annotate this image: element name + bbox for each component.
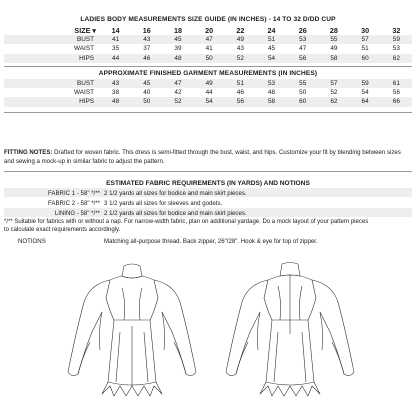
measurement-value: 53 (256, 79, 287, 88)
dress-front-sketch (62, 262, 202, 402)
measurement-value: 51 (256, 35, 287, 44)
measurement-label: BUST (4, 79, 100, 88)
finished-measurements-title: APPROXIMATE FINISHED GARMENT MEASUREMENTS (IN INCHES) (98, 70, 318, 77)
measurement-value: 52 (162, 97, 193, 106)
measurement-value: 46 (131, 54, 162, 63)
measurement-value: 43 (236, 45, 244, 53)
measurement-value: 56 (225, 97, 256, 106)
measurement-label: WAIST (74, 45, 94, 53)
measurement-label: HIPS (4, 97, 100, 106)
measurement-value: 45 (131, 79, 162, 88)
right-cape-sleeve (312, 280, 354, 376)
measurement-value: 44 (205, 89, 213, 97)
measurement-value: 54 (194, 97, 225, 106)
measurement-row (4, 35, 412, 44)
measurement-value: 40 (143, 89, 151, 97)
divider (4, 66, 412, 67)
size-header-cell: 20 (205, 26, 214, 36)
measurement-value: 57 (318, 79, 349, 88)
measurement-value: 42 (174, 89, 182, 97)
measurement-value: 51 (225, 79, 256, 88)
measurement-value: 54 (361, 89, 369, 97)
measurement-value: 57 (350, 35, 381, 44)
skirt-seam-lines (274, 332, 306, 382)
skirt-seam-lines (116, 326, 148, 386)
left-cape-sleeve (68, 280, 110, 376)
measurement-value: 47 (194, 35, 225, 44)
measurement-value: 61 (381, 79, 412, 88)
notions-text: Matching all-purpose thread. Back zipper, 26"/28". Hook & eye for top of zipper. (104, 238, 318, 245)
measurement-value: 49 (225, 35, 256, 44)
measurement-value: 47 (162, 79, 193, 88)
measurement-value: 58 (256, 97, 287, 106)
measurement-value: 44 (100, 54, 131, 63)
fabric-name: FABRIC 1 - 58" */** (48, 190, 100, 197)
measurement-value: 38 (112, 89, 120, 97)
measurement-value: 59 (381, 35, 412, 44)
neckline (122, 264, 142, 278)
size-header-label: SIZE ▾ (74, 26, 96, 36)
measurement-value: 66 (381, 97, 412, 106)
fabric-yardage: 2 1/2 yards all sizes for bodice and main skirt pieces. (104, 190, 247, 197)
divider (4, 171, 412, 172)
measurement-value: 53 (287, 35, 318, 44)
measurement-value: 41 (100, 35, 131, 44)
size-guide-title: LADIES BODY MEASUREMENTS SIZE GUIDE (IN INCHES) - 14 TO 32 D/DD CUP (80, 16, 336, 23)
size-header-cell: 18 (173, 26, 182, 36)
measurement-row (4, 88, 412, 97)
dress-back-sketch (220, 262, 360, 402)
measurement-value: 49 (194, 79, 225, 88)
fabric-yardage: 2 1/2 yards all sizes for bodice and main skirt pieces. (104, 210, 247, 217)
fitting-notes-label: FITTING NOTES: (4, 149, 53, 156)
measurement-value: 59 (350, 79, 381, 88)
fabric-note-line: */** Suitable for fabrics with or without a nap. For narrow-width fabric, plan on additional yardage. Do a mock layout of your pattern pieces (4, 219, 369, 225)
divider (4, 112, 412, 113)
fabric-requirements-title: ESTIMATED FABRIC REQUIREMENTS (IN YARDS) AND NOTIONS (106, 180, 310, 187)
measurement-value: 46 (236, 89, 244, 97)
measurement-value: 39 (174, 45, 182, 53)
size-header-cell: 32 (392, 26, 401, 36)
measurement-value: 50 (299, 89, 307, 97)
measurement-value: 43 (131, 35, 162, 44)
measurement-row (4, 97, 412, 106)
cape-fold-lines (236, 342, 344, 374)
princess-seams (122, 288, 142, 320)
measurement-row (4, 79, 412, 88)
measurement-value: 56 (287, 54, 318, 63)
size-header-cell: 14 (111, 26, 120, 36)
measurement-value: 52 (225, 54, 256, 63)
measurement-value: 35 (112, 45, 120, 53)
measurement-value: 51 (361, 45, 369, 53)
back-neckline (280, 263, 300, 277)
measurement-label: BUST (4, 35, 100, 44)
measurement-value: 55 (287, 79, 318, 88)
size-header-row (4, 26, 412, 35)
measurement-row (4, 54, 412, 63)
measurement-value: 37 (143, 45, 151, 53)
godet-hem (260, 382, 320, 396)
measurement-value: 45 (162, 35, 193, 44)
size-header-cell: 16 (142, 26, 151, 36)
fabric-note (4, 219, 412, 234)
size-header-cell: 24 (267, 26, 276, 36)
measurement-value: 56 (392, 89, 400, 97)
bodice (106, 276, 158, 320)
measurement-label: WAIST (74, 89, 94, 97)
measurement-value: 64 (350, 97, 381, 106)
fabric-yardage: 3 1/2 yards all sizes for sleeves and godets. (104, 200, 223, 207)
measurement-value: 48 (162, 54, 193, 63)
measurement-value: 50 (194, 54, 225, 63)
measurement-label: HIPS (4, 54, 100, 63)
body-measurements-table (4, 26, 412, 63)
measurement-row (4, 44, 412, 53)
measurement-value: 48 (267, 89, 276, 97)
size-header-cell: 30 (361, 26, 370, 36)
measurement-value: 60 (287, 97, 318, 106)
measurement-value: 47 (299, 45, 307, 53)
measurement-value: 50 (131, 97, 162, 106)
size-header-cell: 22 (236, 26, 245, 36)
right-cape-sleeve (154, 280, 196, 376)
finished-measurements-table (4, 79, 412, 107)
measurement-value: 54 (256, 54, 287, 63)
fitting-notes (4, 149, 410, 166)
measurement-value: 58 (318, 54, 349, 63)
measurement-value: 43 (100, 79, 131, 88)
fabric-name: LINING - 58" */** (54, 210, 100, 217)
measurement-value: 49 (330, 45, 338, 53)
measurement-value: 52 (330, 89, 338, 97)
left-cape-sleeve (226, 280, 268, 376)
measurement-value: 41 (205, 45, 213, 53)
fitting-notes-text: Drafted for woven fabric. This dress is semi-fitted through the bust, waist, and hips. Customize your fit by blending between sizes and sewing a mock-up in similar fabric to adjust the pattern. (4, 149, 401, 165)
size-header-cell: 28 (329, 26, 338, 36)
measurement-value: 48 (100, 97, 131, 106)
measurement-value: 60 (350, 54, 381, 63)
size-header-cell: 26 (298, 26, 307, 36)
measurement-value: 62 (381, 54, 412, 63)
measurement-value: 45 (267, 45, 276, 53)
notions-label: NOTIONS (18, 238, 46, 245)
measurement-value: 55 (318, 35, 349, 44)
fabric-name: FABRIC 2 - 58" */** (48, 200, 100, 207)
measurement-value: 62 (318, 97, 349, 106)
fabric-note-line: to calculate exact requirements accordingly. (4, 226, 121, 233)
measurement-value: 53 (392, 45, 400, 53)
